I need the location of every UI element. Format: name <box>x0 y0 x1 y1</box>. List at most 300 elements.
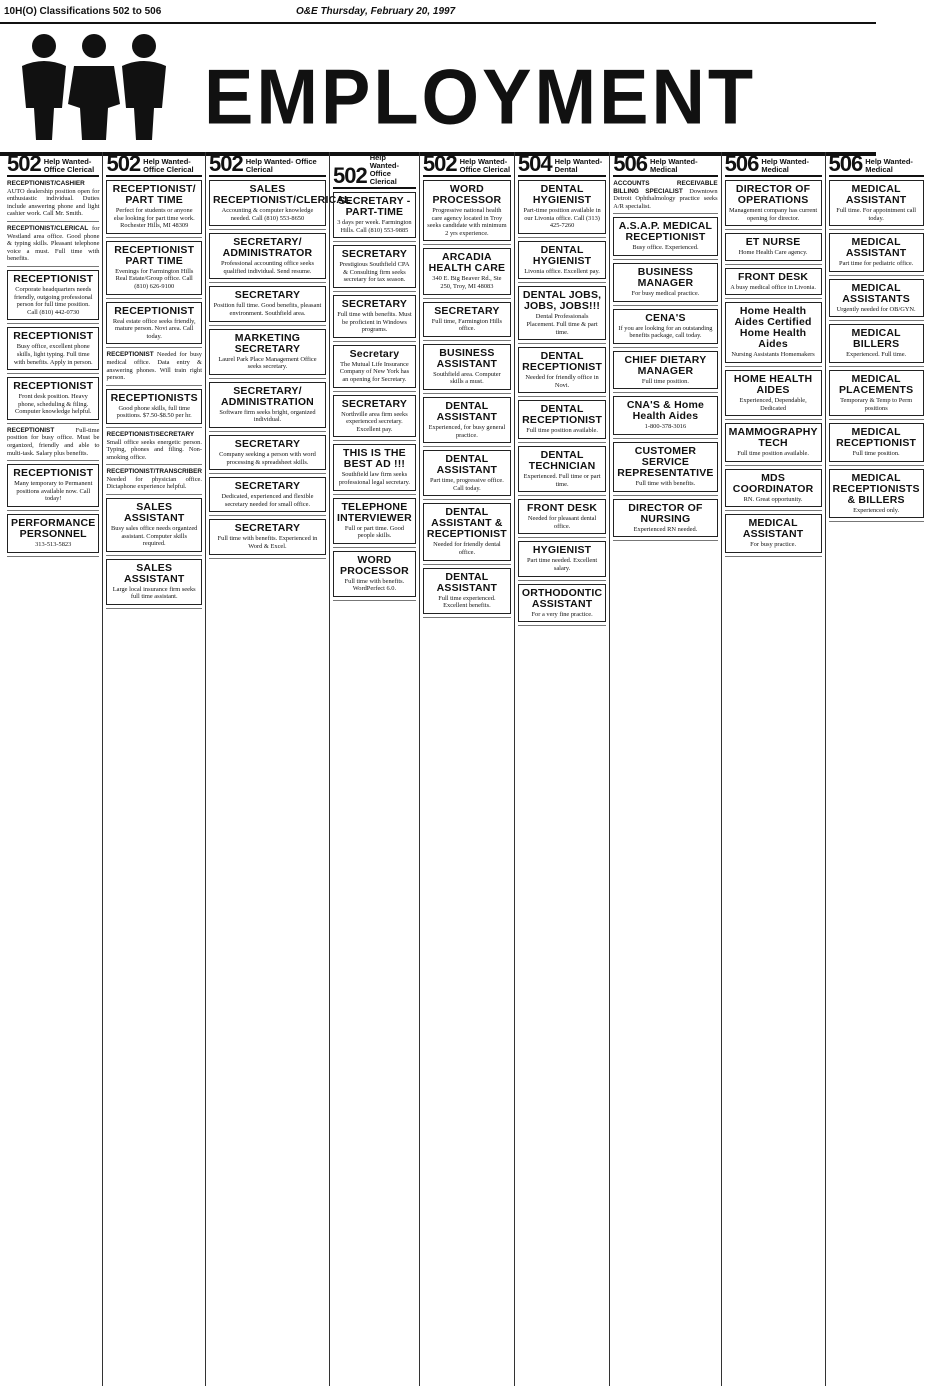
display-ad <box>613 351 717 390</box>
divider <box>518 495 606 496</box>
classified-column <box>103 152 206 1386</box>
line-ad-body: for Westland area office. Good phone & typing skills. Pleasant telephone voice a must. Full time with benefits. <box>7 224 100 263</box>
divider <box>7 460 99 461</box>
line-ad-heading: RECEPTIONIST <box>7 426 76 434</box>
divider <box>7 323 99 324</box>
ad-heading: DENTAL HYGIENIST <box>532 243 592 267</box>
ad-body: Management company has current opening for director. <box>728 207 818 222</box>
ad-heading: DENTAL RECEPTIONIST <box>522 350 603 374</box>
display-ad <box>829 324 924 363</box>
divider <box>106 555 202 556</box>
display-ad <box>209 519 326 554</box>
divider <box>725 556 822 557</box>
classified-column <box>4 152 103 1386</box>
display-ad <box>725 514 822 553</box>
ad-heading: RECEPTIONISTS <box>110 391 198 404</box>
ad-body: Part-time position available in our Livonia office. Call (313) 425-7260 <box>523 207 601 230</box>
display-ad <box>518 286 606 340</box>
ad-body: Prestigious Southfield CPA & Consulting firm seeks secretary for tax season. <box>339 261 410 284</box>
display-ad <box>423 344 511 390</box>
ad-heading: SECRETARY <box>234 437 301 450</box>
ad-body: Full time position available. <box>526 427 598 435</box>
divider <box>106 298 202 299</box>
employment-banner <box>0 22 876 156</box>
divider <box>613 305 717 306</box>
divider <box>333 600 416 601</box>
ad-heading: DENTAL TECHNICIAN <box>528 448 596 472</box>
ad-body: 340 E. Big Beaver Rd., Ste 250, Troy, MI 48083 <box>432 275 502 290</box>
display-ad <box>725 268 822 296</box>
ad-heading: ET NURSE <box>745 236 801 249</box>
divider <box>518 580 606 581</box>
line-ad <box>7 180 99 218</box>
divider <box>106 608 202 609</box>
display-ad <box>209 382 326 428</box>
ad-body: Full time with benefits. Must be proficient in Windows programs. <box>337 310 412 334</box>
ad-heading: THIS IS THE BEST AD !!! <box>343 447 406 471</box>
display-ad <box>106 559 202 605</box>
classified-column <box>610 152 721 1386</box>
ad-body: Southfield area. Computer skills a must. <box>433 370 501 386</box>
divider <box>725 419 822 420</box>
ad-body: For busy practice. <box>750 541 797 549</box>
divider <box>725 298 822 299</box>
display-ad <box>829 233 924 272</box>
classified-column <box>206 151 351 1386</box>
display-ad <box>725 233 822 261</box>
display-ad <box>209 180 351 226</box>
ad-body: Software firm seeks bright, organized individual. <box>219 408 316 424</box>
ad-body: Northville area firm seeks experienced secretary. Excellent pay. <box>341 410 408 433</box>
divider <box>725 264 822 265</box>
ad-heading: CHIEF DIETARY MANAGER <box>624 353 707 377</box>
ad-heading: WORD PROCESSOR <box>339 553 409 577</box>
ad-body: The Mutual Life Insurance Company of New York has an opening for Secretary. <box>339 360 410 383</box>
ad-heading: DENTAL ASSISTANT <box>436 570 498 594</box>
display-ad <box>106 241 202 295</box>
divider <box>333 547 416 548</box>
ad-heading: SECRETARY <box>234 522 301 535</box>
ad-body: Part time for pediatric office. <box>839 260 914 268</box>
divider <box>613 213 717 214</box>
ad-heading: WORD PROCESSOR <box>432 183 502 206</box>
display-ad <box>209 329 326 375</box>
ad-body: Experienced RN needed. <box>633 525 698 533</box>
ad-body: Good phone skills, full time positions. $7.50-$8.50 per hr. <box>116 404 192 420</box>
display-ad <box>518 541 606 576</box>
people-figures-icon <box>8 28 178 146</box>
ad-heading: HOME HEALTH AIDES <box>733 372 813 396</box>
divider <box>518 442 606 443</box>
ad-heading: Secretary <box>349 347 400 360</box>
divider <box>518 396 606 397</box>
ad-body: Needed for friendly dental office. <box>433 541 501 556</box>
ad-body: Many temporary to Permanent positions available now. Call today! <box>14 480 93 503</box>
ad-body: Urgently needed for OB/GYN. <box>836 305 916 313</box>
classified-column <box>420 152 515 1386</box>
display-ad <box>423 397 511 443</box>
divider <box>333 291 416 292</box>
ad-heading: MARKETING SECRETARY <box>234 331 301 355</box>
divider <box>829 320 924 321</box>
ad-body: Full time position available. <box>737 450 809 458</box>
ad-body: Company seeking a person with word processing & spreadsheet skills. <box>219 450 316 466</box>
divider <box>333 494 416 495</box>
ad-heading: SECRETARY <box>234 289 301 302</box>
section-label: Help Wanted- Office Clerical <box>459 157 511 174</box>
display-ad <box>613 442 717 492</box>
ad-heading: MEDICAL RECEPTIONIST <box>836 426 917 450</box>
ad-body: Full time with benefits. WordPerfect 6.0. <box>344 577 405 593</box>
divider <box>829 275 924 276</box>
divider <box>613 495 717 496</box>
ad-heading: SECRETARY/ ADMINISTRATOR <box>222 236 313 260</box>
section-header <box>724 151 822 177</box>
ad-heading: DIRECTOR OF NURSING <box>628 501 703 525</box>
display-ad <box>333 498 416 544</box>
divider <box>423 499 511 500</box>
display-ad <box>106 389 202 424</box>
section-label: Help Wanted-Dental <box>554 157 603 174</box>
classified-columns <box>4 151 920 1386</box>
line-ad-body: Small office seeks energetic person. Typing, phones and filing. Non-smoking office. <box>106 438 202 461</box>
section-number: 504 <box>517 151 552 176</box>
section-header <box>613 151 717 177</box>
line-ad-heading: RECEPTIONIST/SECRETARY <box>106 430 195 438</box>
ad-body: Laurel Park Place Management Office seeks secretary. <box>218 355 317 371</box>
ad-heading: RECEPTIONIST/ PART TIME <box>112 183 196 206</box>
section-header <box>422 151 511 177</box>
ad-body: Busy sales office needs organized assistant. Computer skills required. <box>111 525 198 548</box>
ad-heading: MEDICAL ASSISTANT <box>742 517 804 541</box>
ad-body: Experienced, for busy general practice. <box>428 423 506 439</box>
ad-heading: SALES ASSISTANT <box>123 501 185 525</box>
divider <box>423 446 511 447</box>
divider <box>7 266 99 267</box>
folio-left: 10H(O) Classifications 502 to 506 <box>4 6 162 17</box>
display-ad <box>209 435 326 470</box>
divider <box>518 343 606 344</box>
display-ad <box>7 327 99 370</box>
ad-heading: MEDICAL ASSISTANT <box>845 236 907 260</box>
ad-body: Needed for pleasant dental office. <box>527 515 597 530</box>
ad-heading: RECEPTIONIST <box>13 272 94 285</box>
display-ad <box>829 423 924 462</box>
display-ad <box>613 309 717 344</box>
display-ad <box>423 503 511 560</box>
ad-body: Full time position. <box>852 450 900 458</box>
display-ad <box>423 450 511 496</box>
ad-heading: DENTAL ASSISTANT <box>436 399 498 423</box>
ad-heading: DENTAL RECEPTIONIST <box>522 403 603 427</box>
divider <box>106 237 202 238</box>
ad-body: Full time. For appointment call today. <box>836 207 916 222</box>
ad-body: Perfect for students or anyone else looking for part time work. Rochester Hills, MI 48309 <box>113 207 195 230</box>
ad-heading: SECRETARY <box>434 304 500 317</box>
display-ad <box>333 295 416 338</box>
display-ad <box>829 469 924 519</box>
ad-heading: RECEPTIONIST <box>13 380 94 393</box>
divider <box>829 229 924 230</box>
line-ad <box>613 180 717 210</box>
ad-heading: CENA'S <box>645 311 686 324</box>
section-header <box>517 151 606 177</box>
ad-heading: MEDICAL ASSISTANTS <box>842 281 910 305</box>
ad-body: Full time with benefits. <box>635 479 696 487</box>
section-header <box>7 151 99 177</box>
ad-body: Real estate office seeks friendly, mature person. Novi area. Call today. <box>112 317 196 340</box>
ad-heading: RECEPTIONIST <box>114 304 195 317</box>
ad-heading: DENTAL ASSISTANT <box>436 453 498 477</box>
display-ad <box>725 180 822 226</box>
ad-body: Part time needed. Excellent salary. <box>526 557 598 572</box>
line-ad-body: Needed for busy medical office. Data entry & answering phones. Will train right person. <box>106 351 202 382</box>
display-ad <box>518 584 606 623</box>
divider <box>106 347 202 348</box>
display-ad <box>333 245 416 288</box>
banner-title: EMPLOYMENT <box>204 52 757 141</box>
ad-heading: DIRECTOR OF OPERATIONS <box>735 183 811 206</box>
display-ad <box>725 370 822 416</box>
divider <box>829 521 924 522</box>
section-number: 506 <box>724 151 759 176</box>
display-ad <box>518 241 606 280</box>
section-number: 506 <box>828 151 863 176</box>
display-ad <box>829 180 924 226</box>
display-ad <box>333 192 416 238</box>
classified-column <box>515 152 610 1386</box>
ad-heading: SALES ASSISTANT <box>123 561 185 585</box>
display-ad <box>423 568 511 614</box>
ad-body: RN. Great opportunity. <box>743 495 803 503</box>
display-ad <box>518 446 606 492</box>
ad-heading: SECRETARY <box>234 480 301 493</box>
line-ad <box>106 468 202 491</box>
ad-heading: DENTAL ASSISTANT & RECEPTIONIST <box>426 506 507 541</box>
divider <box>106 494 202 495</box>
ad-body: If you are looking for an outstanding benefits package, call today. <box>618 324 713 340</box>
ad-body: Part time, progressive office. Call today. <box>429 477 504 492</box>
display-ad <box>7 514 99 553</box>
folio-middle: O&E Thursday, February 20, 1997 <box>296 6 456 17</box>
display-ad <box>423 248 511 294</box>
ad-heading: SECRETARY <box>341 297 408 310</box>
display-ad <box>518 400 606 439</box>
divider <box>333 241 416 242</box>
display-ad <box>423 180 511 241</box>
line-ad-body: AUTO dealership position open for enthusiastic individual. Duties include answering phone and light cashier work. Call Mr. Smith. <box>7 187 100 218</box>
section-label: Help Wanted- Office Clerical <box>369 153 399 186</box>
ad-body: Professional accounting office seeks qualified individual. Send resume. <box>220 260 314 275</box>
divider <box>423 244 511 245</box>
ad-body: Full or part time. Good people skills. <box>344 524 404 540</box>
ad-body: Progressive national health care agency located in Troy seeks candidate with minimum 2 yrs experience. <box>427 207 507 237</box>
divider <box>423 340 511 341</box>
ad-body: Corporate headquarters needs friendly, outgoing professional person for full time position. Call (810) 442-0730 <box>13 285 93 316</box>
classified-column <box>330 152 420 1386</box>
divider <box>829 465 924 466</box>
display-ad <box>7 377 99 420</box>
display-ad <box>518 180 606 234</box>
divider <box>333 341 416 342</box>
ad-body: Busy office, excellent phone skills, light typing. Full time with benefits. Apply in person. <box>13 343 93 366</box>
display-ad <box>106 180 202 234</box>
ad-body: Needed for friendly office in Novi. <box>525 374 599 389</box>
divider <box>829 419 924 420</box>
ad-heading: A.S.A.P. MEDICAL RECEPTIONIST <box>618 220 713 244</box>
divider <box>209 282 326 283</box>
section-number: 506 <box>613 151 647 176</box>
display-ad <box>829 279 924 318</box>
divider <box>7 373 99 374</box>
divider <box>209 378 326 379</box>
ad-heading: CUSTOMER SERVICE REPRESENTATIVE <box>617 444 714 479</box>
display-ad <box>209 233 326 279</box>
ad-heading: RECEPTIONIST <box>13 330 94 343</box>
ad-heading: MEDICAL PLACEMENTS <box>838 372 914 396</box>
line-ad-body: Full-time position for busy office. Must be organized, friendly and able to multi-task. Salary plus benefits. <box>7 426 100 457</box>
ad-heading: MEDICAL BILLERS <box>851 327 901 351</box>
ad-heading: FRONT DESK <box>737 270 809 283</box>
ad-heading: RECEPTIONIST <box>13 467 94 480</box>
divider <box>7 423 99 424</box>
classified-column <box>826 152 927 1386</box>
display-ad <box>518 347 606 393</box>
ad-body: Evenings for Farmington Hills Real Estate/Group office. Call (810) 626-9100 <box>115 267 194 290</box>
section-number: 502 <box>7 151 41 176</box>
divider <box>725 366 822 367</box>
ad-body: Dental Professionals Placement. Full time & part time. <box>526 313 598 336</box>
display-ad <box>333 345 416 388</box>
classified-column <box>722 152 826 1386</box>
display-ad <box>106 498 202 552</box>
section-header <box>208 151 326 177</box>
section-label: Help Wanted- Medical <box>865 157 913 174</box>
ad-body: Large local insurance firm seeks full time assistant. <box>112 585 196 601</box>
display-ad <box>613 217 717 256</box>
ad-heading: CNA'S & Home Health Aides <box>626 399 705 423</box>
display-ad <box>829 370 924 416</box>
ad-heading: SECRETARY <box>341 248 408 261</box>
divider <box>209 473 326 474</box>
divider <box>518 625 606 626</box>
line-ad-heading: RECEPTIONIST/CLERICAL <box>7 224 92 232</box>
display-ad <box>725 302 822 363</box>
ad-heading: Home Health Aides Certified Home Health Aides <box>734 305 812 351</box>
ad-heading: BUSINESS ASSISTANT <box>436 346 498 370</box>
ad-heading: RECEPTIONIST PART TIME <box>114 243 195 267</box>
ad-body: Full time experienced. Excellent benefits. <box>438 594 496 610</box>
divider <box>7 221 99 222</box>
line-ad <box>7 427 99 457</box>
ad-body: Experienced, Dependable, Dedicated <box>739 396 807 412</box>
display-ad <box>725 423 822 462</box>
ad-body: 1-800-378-3016 <box>644 423 687 431</box>
section-label: Help Wanted- Medical <box>761 157 809 174</box>
display-ad <box>613 263 717 302</box>
display-ad <box>209 477 326 512</box>
display-ad <box>209 286 326 321</box>
ad-body: Full time position. <box>641 377 689 385</box>
divider <box>423 617 511 618</box>
divider <box>106 427 202 428</box>
ad-body: Busy office. Experienced. <box>632 244 699 252</box>
divider <box>209 515 326 516</box>
divider <box>333 440 416 441</box>
section-number: 502 <box>106 151 141 176</box>
line-ad <box>106 431 202 461</box>
section-header <box>828 151 924 177</box>
ad-heading: MAMMOGRAPHY TECH <box>728 426 818 450</box>
divider <box>423 564 511 565</box>
divider <box>518 537 606 538</box>
section-header <box>106 151 202 177</box>
ad-heading: SECRETARY <box>341 397 408 410</box>
ad-body: Experienced. Full time or part time. <box>523 472 601 488</box>
ad-heading: SECRETARY/ ADMINISTRATION <box>220 384 314 408</box>
divider <box>209 229 326 230</box>
ad-heading: MDS COORDINATOR <box>732 471 814 495</box>
divider <box>209 431 326 432</box>
section-number: 502 <box>208 151 243 176</box>
line-ad-heading: RECEPTIONIST/CASHIER <box>7 180 85 187</box>
display-ad <box>106 302 202 345</box>
display-ad <box>613 396 717 435</box>
ad-body: Position full time. Good benefits, pleasant environment. Southfield area. <box>213 302 322 317</box>
divider <box>725 510 822 511</box>
ad-body: Temporary & Temp to Perm positions <box>840 396 913 412</box>
divider <box>7 556 99 557</box>
divider <box>106 464 202 465</box>
ad-heading: BUSINESS MANAGER <box>637 265 694 289</box>
ad-body: Accounting & computer knowledge needed. Call (810) 553-8650 <box>221 207 314 222</box>
ad-heading: SECRETARY - PART-TIME <box>338 195 411 218</box>
divider <box>613 347 717 348</box>
divider <box>725 465 822 466</box>
line-ad-heading: ACCOUNTS RECEIVABLE BILLING SPECIALIST <box>613 180 718 195</box>
divider <box>725 229 822 230</box>
ad-body: 313-513-5823 <box>35 541 72 549</box>
section-number: 502 <box>332 163 367 188</box>
ad-body: Front desk position. Heavy phone, scheduling & filing. Computer knowledge helpful. <box>14 393 92 416</box>
divider <box>613 540 717 541</box>
ad-heading: DENTAL JOBS, JOBS, JOBS!!! <box>522 289 602 313</box>
display-ad <box>333 395 416 438</box>
line-ad <box>7 225 99 263</box>
ad-heading: SALES RECEPTIONIST/CLERICAL <box>212 183 351 206</box>
divider <box>829 366 924 367</box>
divider <box>333 391 416 392</box>
ad-heading: TELEPHONE INTERVIEWER <box>336 500 412 524</box>
ad-body: Livonia office. Excellent pay. <box>524 267 600 275</box>
line-ad-heading: RECEPTIONIST/TRANSCRIBER <box>106 468 202 476</box>
display-ad <box>7 270 99 320</box>
line-ad <box>106 351 202 381</box>
line-ad-body: Downtown Detroit Ophthalmology practice seeks A/R specialist. <box>613 187 718 210</box>
display-ad <box>725 469 822 508</box>
ad-body: Full time, Farmington Hills office. <box>431 317 503 333</box>
section-label: Help Wanted- Office Clerical <box>43 157 95 174</box>
ad-heading: HYGIENIST <box>532 544 592 557</box>
divider <box>423 393 511 394</box>
display-ad <box>613 499 717 538</box>
divider <box>106 385 202 386</box>
display-ad <box>333 551 416 597</box>
ad-body: 3 days per week. Farmington Hills. Call (810) 553-9885 <box>337 219 412 234</box>
line-ad-body: Needed for physician office. Dictaphone experience helpful. <box>106 475 202 491</box>
ad-heading: FRONT DESK <box>526 502 598 515</box>
ad-body: Full time with benefits. Experienced in Word & Excel. <box>217 535 318 550</box>
